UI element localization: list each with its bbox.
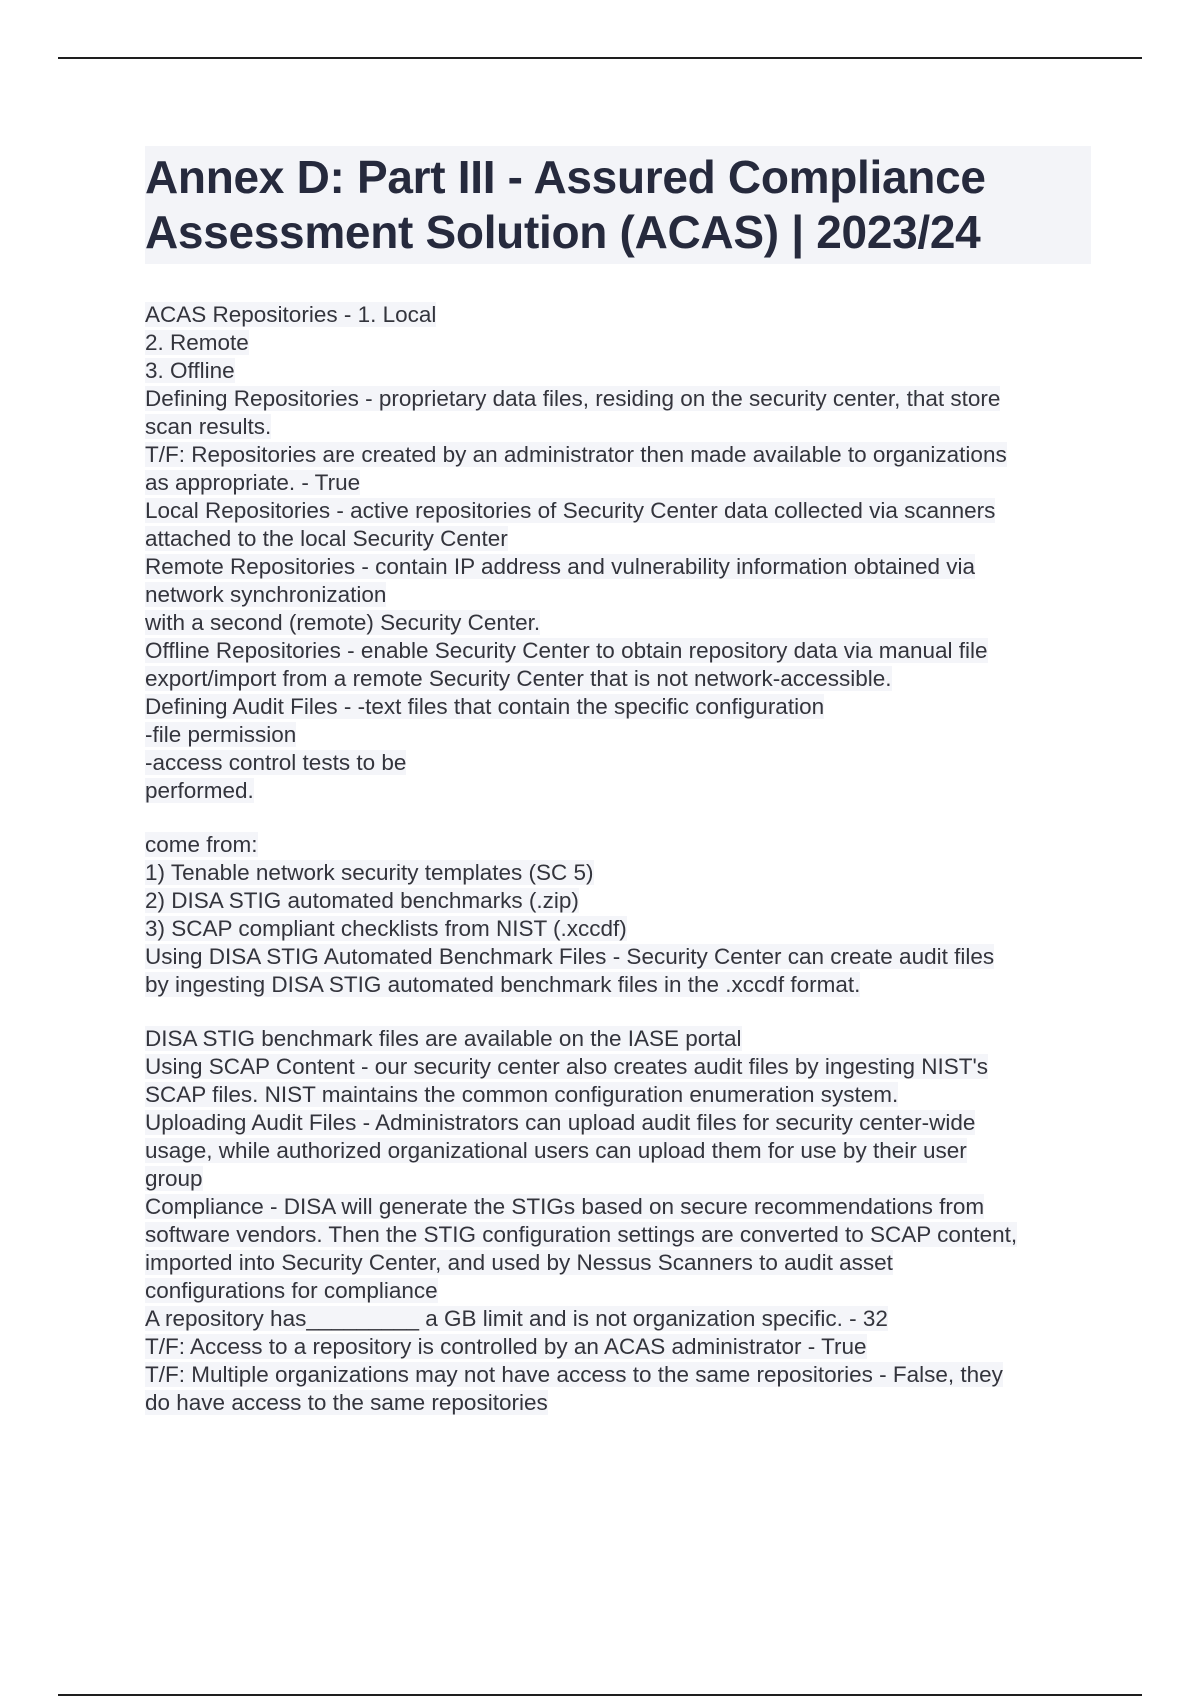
body-line-text: -file permission	[145, 722, 297, 747]
body-line	[145, 943, 1095, 971]
body-line-text: SCAP files. NIST maintains the common configuration enumeration system.	[145, 1082, 899, 1107]
body-line	[145, 609, 1095, 637]
body-line	[145, 665, 1095, 693]
body-line-text: do have access to the same repositories	[145, 1390, 548, 1415]
body-line-text: attached to the local Security Center	[145, 526, 508, 551]
body-line	[145, 497, 1095, 525]
body-line-text: performed.	[145, 778, 254, 803]
body-line	[145, 693, 1095, 721]
body-line	[145, 749, 1095, 777]
body-line	[145, 1137, 1095, 1165]
body-line-text: Local Repositories - active repositories of Security Center data collected via scanners	[145, 498, 996, 523]
body-line	[145, 1053, 1095, 1081]
body-line-text: T/F: Repositories are created by an administrator then made available to organizations	[145, 442, 1007, 467]
body-line-text: T/F: Multiple organizations may not have access to the same repositories - False, they	[145, 1362, 1003, 1387]
body-line-text: scan results.	[145, 414, 272, 439]
body-line	[145, 1249, 1095, 1277]
body-line	[145, 721, 1095, 749]
body-line	[145, 1221, 1095, 1249]
body-line	[145, 637, 1095, 665]
body-line-text: export/import from a remote Security Center that is not network-accessible.	[145, 666, 892, 691]
body-line	[145, 1277, 1095, 1305]
paragraph-gap	[145, 999, 1095, 1025]
body-line-text: 2) DISA STIG automated benchmarks (.zip)	[145, 888, 579, 913]
title-line-2: Assessment Solution (ACAS) | 2023/24	[145, 206, 981, 258]
body-line	[145, 553, 1095, 581]
body-line-text: 3) SCAP compliant checklists from NIST (.xccdf)	[145, 916, 627, 941]
body-line	[145, 1361, 1095, 1389]
body-line-text: T/F: Access to a repository is controlled by an ACAS administrator - True	[145, 1334, 867, 1359]
body-line-text: Offline Repositories - enable Security Center to obtain repository data via manual file	[145, 638, 988, 663]
body-line	[145, 301, 1095, 329]
body-line	[145, 1305, 1095, 1333]
body-line	[145, 581, 1095, 609]
body-line	[145, 441, 1095, 469]
body-line	[145, 385, 1095, 413]
body-line	[145, 831, 1095, 859]
body-line-text: network synchronization	[145, 582, 387, 607]
body-line	[145, 469, 1095, 497]
body-line	[145, 971, 1095, 999]
paragraph-gap	[145, 805, 1095, 831]
body-line-text: Using DISA STIG Automated Benchmark Files - Security Center can create audit files	[145, 944, 995, 969]
body-line-text: Defining Repositories - proprietary data files, residing on the security center, that store	[145, 386, 1001, 411]
body-line-text: by ingesting DISA STIG automated benchmark files in the .xccdf format.	[145, 972, 861, 997]
body-line-text: 3. Offline	[145, 358, 235, 383]
body-line	[145, 1333, 1095, 1361]
body-line	[145, 413, 1095, 441]
body-line-text: configurations for compliance	[145, 1278, 438, 1303]
bottom-rule	[58, 1694, 1142, 1696]
body-line-text: imported into Security Center, and used by Nessus Scanners to audit asset	[145, 1250, 893, 1275]
body-line-text: Using SCAP Content - our security center also creates audit files by ingesting NIST's	[145, 1054, 989, 1079]
body-line-text: Uploading Audit Files - Administrators can upload audit files for security center-wide	[145, 1110, 976, 1135]
body-line	[145, 357, 1095, 385]
body-line-text: Compliance - DISA will generate the STIGs based on secure recommendations from	[145, 1194, 985, 1219]
title-line-1: Annex D: Part III - Assured Compliance	[145, 151, 986, 203]
body-line	[145, 1081, 1095, 1109]
body-line-text: Defining Audit Files - -text files that contain the specific configuration	[145, 694, 825, 719]
body-line-text: -access control tests to be	[145, 750, 407, 775]
document-body	[145, 301, 1095, 1417]
body-line-text: as appropriate. - True	[145, 470, 361, 495]
body-line-text: come from:	[145, 832, 258, 857]
body-line-text: with a second (remote) Security Center.	[145, 610, 541, 635]
body-line-text: Remote Repositories - contain IP address and vulnerability information obtained via	[145, 554, 976, 579]
body-line-text: 2. Remote	[145, 330, 249, 355]
body-line	[145, 1193, 1095, 1221]
body-line	[145, 859, 1095, 887]
body-line	[145, 1389, 1095, 1417]
body-line-text: 1) Tenable network security templates (SC 5)	[145, 860, 594, 885]
document-title	[145, 146, 1091, 264]
body-line	[145, 915, 1095, 943]
body-line	[145, 1109, 1095, 1137]
body-line	[145, 1025, 1095, 1053]
body-line	[145, 329, 1095, 357]
body-line	[145, 525, 1095, 553]
body-line-text: usage, while authorized organizational users can upload them for use by their user	[145, 1138, 967, 1163]
body-line-text: A repository has_________ a GB limit and is not organization specific. - 32	[145, 1306, 888, 1331]
body-line	[145, 777, 1095, 805]
body-line-text: DISA STIG benchmark files are available on the IASE portal	[145, 1026, 742, 1051]
top-rule	[58, 57, 1142, 59]
body-line-text: ACAS Repositories - 1. Local	[145, 302, 437, 327]
body-line-text: software vendors. Then the STIG configuration settings are converted to SCAP content,	[145, 1222, 1018, 1247]
body-line	[145, 887, 1095, 915]
body-line-text: group	[145, 1166, 203, 1191]
body-line	[145, 1165, 1095, 1193]
